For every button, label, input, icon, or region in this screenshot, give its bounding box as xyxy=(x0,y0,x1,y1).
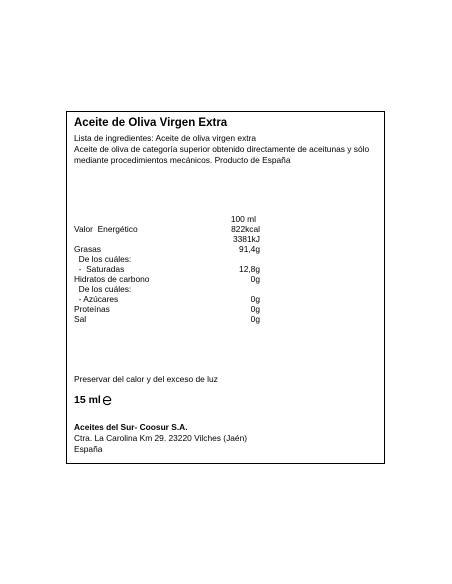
label-box xyxy=(66,111,385,464)
company-country: España xyxy=(74,444,103,455)
nutrition-row-value: 12,8g xyxy=(239,264,260,274)
company-name: Aceites del Sur- Coosur S.A. xyxy=(74,422,188,432)
nutrition-row-label: - Saturadas xyxy=(74,264,125,274)
ingredients-line: Lista de ingredientes: Aceite de oliva virgen extra xyxy=(74,133,257,143)
company-address: Ctra. La Carolina Km 29. 23220 Vilches (Jaén) xyxy=(74,433,248,444)
nutrition-table xyxy=(74,214,374,324)
volume-text: 15 ml xyxy=(74,394,101,406)
description-line-1: Aceite de oliva de categoría superior obtenido directamente de aceitunas y sólo xyxy=(74,144,370,155)
nutrition-header-row xyxy=(74,214,374,224)
nutrition-row-value: 91,4g xyxy=(239,244,260,254)
nutrition-row xyxy=(74,264,374,274)
nutrition-row-label: Hidratos de carbono xyxy=(74,274,150,284)
nutrition-row-label: De los cuáles: xyxy=(74,284,132,294)
nutrition-row-label: De los cuáles: xyxy=(74,254,132,264)
nutrition-row xyxy=(74,274,374,284)
product-title: Aceite de Oliva Virgen Extra xyxy=(74,117,228,129)
nutrition-row-label: - Azúcares xyxy=(74,294,119,304)
nutrition-row xyxy=(74,254,374,264)
nutrition-row xyxy=(74,244,374,254)
nutrition-per-label: 100 ml xyxy=(230,214,256,224)
storage-instructions: Preservar del calor y del exceso de luz xyxy=(74,374,218,384)
nutrition-row xyxy=(74,304,374,314)
nutrition-row-value: 0g xyxy=(250,274,260,284)
nutrition-row-value: 3381kJ xyxy=(232,234,260,244)
nutrition-row xyxy=(74,314,374,324)
company-block xyxy=(74,422,247,456)
nutrition-row-value: 0g xyxy=(250,294,260,304)
net-volume xyxy=(74,394,112,406)
nutrition-row-label: Grasas xyxy=(74,244,101,254)
nutrition-row xyxy=(74,234,374,244)
nutrition-row-label: Proteínas xyxy=(74,304,110,314)
nutrition-row-value: 0g xyxy=(250,314,260,324)
nutrition-row xyxy=(74,284,374,294)
nutrition-row xyxy=(74,224,374,234)
description-line-2: mediante procedimientos mecánicos. Producto de España xyxy=(74,155,291,166)
nutrition-row-label: Valor Energético xyxy=(74,224,138,234)
nutrition-row-value: 0g xyxy=(250,304,260,314)
nutrition-rows xyxy=(74,224,374,324)
nutrition-row-label: Sal xyxy=(74,314,87,324)
nutrition-row xyxy=(74,294,374,304)
nutrition-row-value: 822kcal xyxy=(231,224,260,234)
estimated-sign-icon xyxy=(102,395,112,406)
ingredients-block xyxy=(74,133,369,167)
